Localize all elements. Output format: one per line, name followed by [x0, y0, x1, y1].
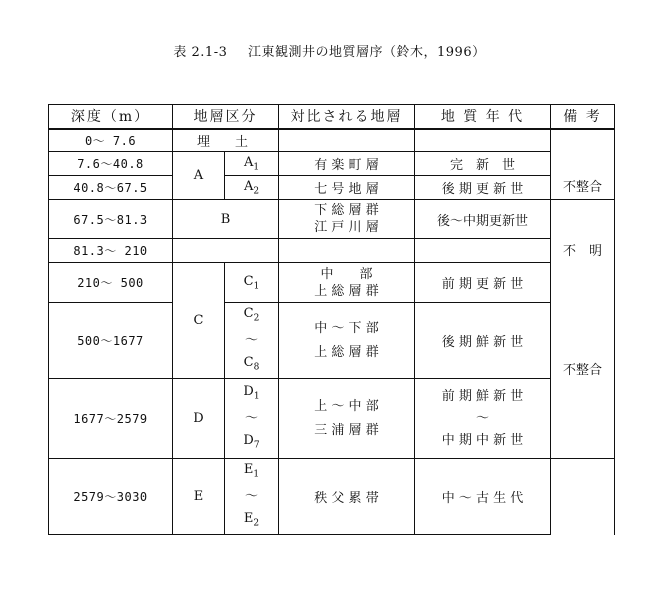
- subdivision-cell: $D_1$ ～ $D_7$: [225, 379, 279, 459]
- age-cell: [415, 239, 551, 263]
- depth-cell: 1677～2579: [49, 379, 173, 459]
- stratigraphy-table: [48, 104, 615, 535]
- depth-cell: 67.5～81.3: [49, 200, 173, 239]
- stratum-cell: 有 楽 町 層: [279, 152, 415, 176]
- group-cell-c: C: [173, 263, 225, 379]
- header-stratum: 対比される地層: [279, 105, 415, 129]
- subdivision-cell: $C_1$: [225, 263, 279, 303]
- division-cell: [173, 239, 279, 263]
- age-cell: [415, 129, 551, 152]
- depth-cell: 0～ 7.6: [49, 129, 173, 152]
- stratum-cell: 中 部 上 総 層 群: [279, 263, 415, 303]
- age-cell: 中 ～ 古 生 代: [415, 459, 551, 535]
- stratum-cell: 下 総 層 群 江 戸 川 層: [279, 200, 415, 239]
- depth-cell: 210～ 500: [49, 263, 173, 303]
- division-cell: 埋 土: [173, 129, 279, 152]
- subdivision-cell: $E_1$ ～ $E_2$: [225, 459, 279, 535]
- table-caption: [0, 41, 659, 60]
- header-division: 地層区分: [173, 105, 279, 129]
- table-row: [49, 379, 615, 459]
- depth-cell: 2579～3030: [49, 459, 173, 535]
- age-cell: 前 期 鮮 新 世 ～ 中 期 中 新 世: [415, 379, 551, 459]
- subdivision-cell: $A_1$: [225, 152, 279, 176]
- age-cell: 完 新 世: [415, 152, 551, 176]
- depth-cell: 7.6～40.8: [49, 152, 173, 176]
- caption-label: 表 2.1-3: [173, 45, 228, 60]
- table-row: [49, 263, 615, 303]
- table-row: [49, 239, 615, 263]
- stratum-cell: 中 ～ 下 部 上 総 層 群: [279, 303, 415, 379]
- table-row: [49, 303, 615, 379]
- table-row: [49, 152, 615, 176]
- group-cell-a: A: [173, 152, 225, 200]
- subdivision-cell: $C_2$ ～ $C_8$: [225, 303, 279, 379]
- stratum-cell: [279, 239, 415, 263]
- age-cell: 後 期 更 新 世: [415, 176, 551, 200]
- age-cell: 後 期 鮮 新 世: [415, 303, 551, 379]
- group-cell-e: E: [173, 459, 225, 535]
- depth-cell: 500～1677: [49, 303, 173, 379]
- division-cell-b: B: [173, 200, 279, 239]
- header-remarks: 備 考: [551, 105, 615, 129]
- table-row: [49, 129, 615, 152]
- age-cell: 前 期 更 新 世: [415, 263, 551, 303]
- remark-unconformity-2: 不整合: [562, 363, 602, 378]
- depth-cell: 81.3～ 210: [49, 239, 173, 263]
- table-row: [49, 176, 615, 200]
- remark-cell: [551, 200, 615, 459]
- remark-unknown: 不 明: [562, 244, 602, 259]
- remark-cell: [551, 129, 615, 200]
- subdivision-cell: $A_2$: [225, 176, 279, 200]
- table-row: [49, 459, 615, 535]
- header-row: [49, 105, 615, 129]
- table-row: [49, 200, 615, 239]
- header-depth: 深度（m）: [49, 105, 173, 129]
- header-age: 地 質 年 代: [415, 105, 551, 129]
- stratum-cell: 上 ～ 中 部 三 浦 層 群: [279, 379, 415, 459]
- remark-unconformity-1: 不整合: [562, 180, 602, 195]
- stratum-cell: 七 号 地 層: [279, 176, 415, 200]
- stratum-cell: 秩 父 累 帯: [279, 459, 415, 535]
- group-cell-d: D: [173, 379, 225, 459]
- caption-title: 江東観測井の地質層序（鈴木，1996）: [248, 45, 486, 60]
- depth-cell: 40.8～67.5: [49, 176, 173, 200]
- stratum-cell: [279, 129, 415, 152]
- age-cell: 後～中期更新世: [415, 200, 551, 239]
